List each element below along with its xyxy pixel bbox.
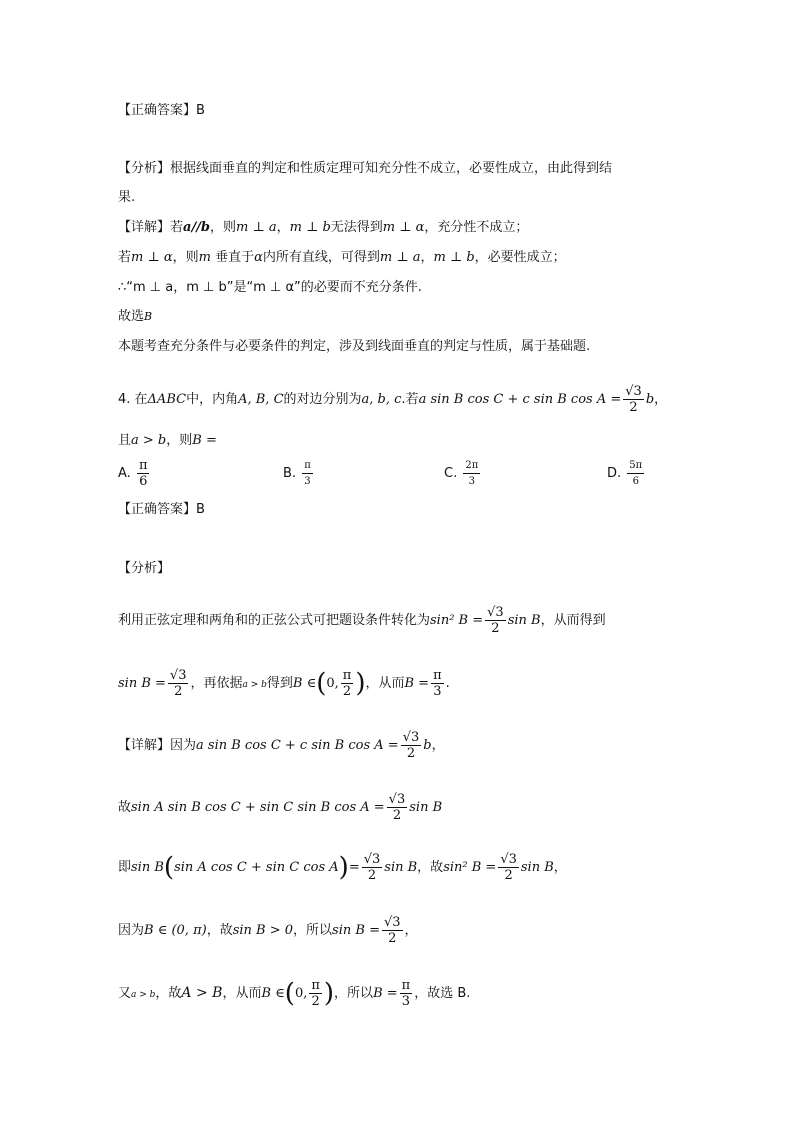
detail-1-line-4 [118, 307, 152, 327]
fraction: $\frac{√3}{2}$ [402, 730, 420, 761]
math: m ⊥ b [433, 250, 475, 265]
fraction: $\frac{√3}{2}$ [169, 668, 187, 699]
text: ，从而得到 [540, 613, 606, 628]
paren: ( [163, 852, 175, 883]
math: m ⊥ α [382, 220, 425, 235]
detail-1-line-3: ∴“m ⊥ a，m ⊥ b”是“m ⊥ α”的必要而不充分条件. [118, 280, 422, 295]
text: 内所有直线，可得到 [262, 250, 380, 265]
text: 利用正弦定理和两角和的正弦公式可把题设条件转化为 [118, 613, 431, 628]
text: ，充分性不成立； [424, 220, 529, 235]
text: . [445, 676, 450, 691]
option-b[interactable] [283, 458, 315, 489]
text: ，再依据 [190, 676, 243, 691]
text: ， [420, 250, 434, 265]
fraction: $\frac{√3}{2}$ [363, 852, 381, 883]
math: A, B, C [238, 392, 284, 407]
math: 0, [294, 986, 308, 1001]
math: sin² B = [443, 860, 497, 875]
correct-answer-2: 【正确答案】B [118, 502, 205, 517]
text: 即 [118, 860, 132, 875]
text: ，故选 B. [414, 986, 471, 1001]
text: 的对边分别为 [283, 392, 362, 407]
analysis-1-line-1: 【分析】根据线面垂直的判定和性质定理可知充分性不成立，必要性成立，由此得到结 [118, 161, 613, 176]
option-label: D. [607, 466, 622, 481]
math: m ⊥ a [236, 220, 277, 235]
math: m ⊥ α [131, 250, 173, 265]
math: B ∈ [261, 986, 285, 1001]
analysis-2-label: 【分析】 [118, 561, 171, 576]
text: 故 [118, 800, 132, 815]
math: sin B > 0 [232, 923, 294, 938]
text: 故选 [118, 309, 145, 324]
paren: ) [338, 852, 349, 883]
option-c[interactable] [444, 458, 482, 489]
math: B = [373, 986, 398, 1001]
summary-1: 本题考查充分条件与必要条件的判定，涉及到线面垂直的判定与性质，属于基础题. [118, 339, 591, 354]
math: B ∈ (0, π) [144, 923, 207, 938]
math: sin B [131, 860, 164, 875]
option-fraction: $\frac{5\pi}{6}$ [629, 460, 643, 487]
fraction: $\frac{√3}{2}$ [625, 384, 642, 415]
option-fraction: $\frac{\pi}{6}$ [138, 458, 148, 489]
question-4-line-1 [118, 384, 667, 415]
paren: ( [316, 668, 327, 699]
analysis-2-line-1 [118, 605, 606, 636]
math: a//b [183, 220, 211, 235]
detail-1-line-2 [118, 248, 566, 268]
option-label: A. [118, 466, 131, 481]
text: ，所以 [293, 923, 333, 938]
detail-2-line-3 [118, 852, 567, 883]
text: ，故 [417, 860, 444, 875]
math: A > B [181, 985, 223, 1001]
detail-2-line-1 [118, 730, 445, 761]
option-fraction: $\frac{2\pi}{3}$ [465, 460, 479, 487]
text: ， [654, 392, 668, 407]
math: m ⊥ b [289, 220, 331, 235]
text: ，故 [206, 923, 233, 938]
detail-2-line-2 [118, 792, 442, 823]
math: sin A cos C + sin C cos A [174, 860, 339, 875]
text: 无法得到 [330, 220, 383, 235]
text: ，必要性成立； [474, 250, 566, 265]
text: ，则 [172, 250, 199, 265]
option-label: C. [444, 466, 458, 481]
fraction: $\frac{√3}{2}$ [500, 852, 517, 883]
math: m [198, 250, 211, 265]
option-a[interactable] [118, 458, 151, 489]
text: 又 [118, 986, 132, 1001]
text: 得到 [266, 676, 293, 691]
math: ΔABC [147, 392, 187, 407]
math: a, b, c [361, 392, 402, 407]
text: ， [431, 738, 445, 753]
option-label: B. [283, 466, 297, 481]
math: 0, [326, 676, 339, 691]
math: sin A sin B cos C + sin C sin B cos A = [131, 800, 385, 815]
detail-1-line-1 [118, 218, 528, 238]
analysis-2-line-2 [118, 668, 450, 699]
text: ， [553, 860, 567, 875]
math: B ∈ [292, 676, 317, 691]
fraction: $\frac{√3}{2}$ [388, 792, 406, 823]
detail-2-line-5 [118, 978, 470, 1009]
text: 且 [118, 433, 132, 448]
math: b [645, 392, 655, 407]
math: sin B [520, 860, 554, 875]
text: ，故 [155, 986, 182, 1001]
math: α [254, 250, 263, 265]
math: a > b [131, 433, 167, 448]
fraction: $\frac{√3}{2}$ [487, 605, 504, 636]
detail-2-line-4 [118, 915, 418, 946]
fraction: $\frac{\pi}{3}$ [401, 978, 411, 1009]
math: a sin B cos C + c sin B cos A = [196, 738, 399, 753]
paren: ( [284, 978, 295, 1009]
math: sin B [409, 800, 443, 815]
text: 【详解】因为 [118, 738, 197, 753]
math: sin B [507, 613, 541, 628]
text: 【详解】若 [118, 220, 184, 235]
text: .若 [401, 392, 419, 407]
text: ，则 [166, 433, 193, 448]
option-d[interactable] [607, 458, 646, 489]
text: ， [276, 220, 290, 235]
math: B = [404, 676, 430, 691]
math: sin² B = [430, 613, 484, 628]
math: b [423, 738, 432, 753]
paren: ) [323, 978, 335, 1009]
math: a > b [242, 680, 267, 690]
text: ，则 [210, 220, 237, 235]
question-4-line-2 [118, 431, 217, 451]
analysis-1-line-2: 果. [118, 190, 136, 205]
correct-answer-1: 【正确答案】B [118, 103, 205, 118]
math: a > b [131, 990, 156, 1000]
math: sin B = [332, 923, 380, 938]
fraction: $\frac{\pi}{3}$ [433, 668, 442, 699]
math: m ⊥ a [379, 250, 421, 265]
text: 中，内角 [186, 392, 239, 407]
text: ，所以 [334, 986, 374, 1001]
text: ， [404, 923, 418, 938]
fraction: $\frac{\pi}{2}$ [342, 668, 352, 699]
text: ，从而 [365, 676, 405, 691]
fraction: $\frac{√3}{2}$ [383, 915, 401, 946]
text: 因为 [118, 923, 145, 938]
text: 4. 在 [118, 392, 148, 407]
fraction: $\frac{\pi}{2}$ [311, 978, 320, 1009]
math: B [144, 310, 153, 323]
paren: ) [355, 668, 366, 699]
text: ，从而 [222, 986, 262, 1001]
option-fraction: $\frac{\pi}{3}$ [304, 460, 311, 487]
math: = [348, 860, 360, 875]
math: sin B = [118, 676, 166, 691]
math: B = [192, 433, 217, 448]
text: 垂直于 [215, 250, 255, 265]
math: sin B [384, 860, 418, 875]
text: 若 [118, 250, 132, 265]
math: a sin B cos C + c sin B cos A = [418, 392, 622, 407]
